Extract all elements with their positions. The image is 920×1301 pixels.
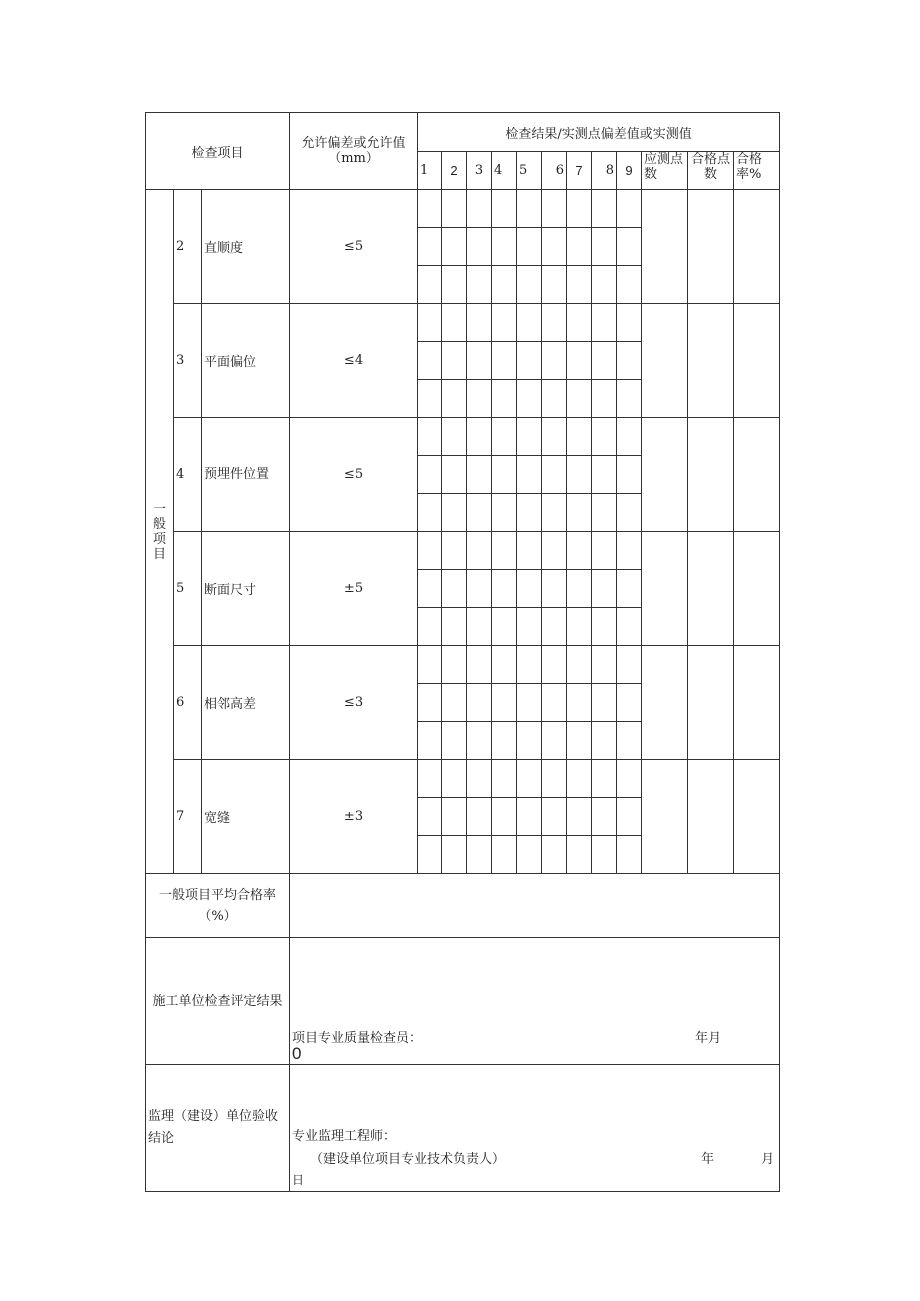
measure-cell[interactable] [617, 418, 642, 456]
measure-cell[interactable] [617, 494, 642, 532]
pass-rate-cell[interactable] [734, 304, 780, 418]
measure-cell[interactable] [567, 722, 592, 760]
measure-cell[interactable] [467, 418, 492, 456]
measure-cell[interactable] [442, 532, 467, 570]
measure-cell[interactable] [418, 190, 442, 228]
category-char: 般 [152, 516, 166, 532]
measure-cell[interactable] [592, 494, 617, 532]
measure-cell[interactable] [467, 456, 492, 494]
item-name: 平面偏位 [202, 304, 290, 418]
measure-cell[interactable] [517, 190, 542, 228]
measure-cell[interactable] [567, 684, 592, 722]
measure-cell[interactable] [418, 380, 442, 418]
measure-cell[interactable] [567, 380, 592, 418]
measure-cell[interactable] [542, 456, 567, 494]
qualified-points-cell[interactable] [688, 646, 734, 760]
header-results: 检查结果/实测点偏差值或实测值 [418, 113, 780, 152]
measure-cell[interactable] [617, 380, 642, 418]
should-measure-cell[interactable] [642, 760, 688, 874]
measure-cell[interactable] [442, 684, 467, 722]
measure-cell[interactable] [567, 266, 592, 304]
measure-cell[interactable] [542, 418, 567, 456]
measure-cell[interactable] [617, 304, 642, 342]
qualified-points-cell[interactable] [688, 760, 734, 874]
measure-cell[interactable] [467, 304, 492, 342]
item-no: 7 [174, 760, 202, 874]
inspection-table [145, 112, 780, 1192]
measure-cell[interactable] [492, 722, 517, 760]
item-no: 2 [174, 190, 202, 304]
measure-cell[interactable] [592, 798, 617, 836]
category-general-items [146, 190, 174, 874]
measure-cell[interactable] [492, 760, 517, 798]
measure-cell[interactable] [567, 798, 592, 836]
measure-cell[interactable] [542, 532, 567, 570]
measure-cell[interactable] [467, 190, 492, 228]
measure-cell[interactable] [567, 760, 592, 798]
measure-cell[interactable] [617, 722, 642, 760]
should-measure-cell[interactable] [642, 646, 688, 760]
should-measure-cell[interactable] [642, 418, 688, 532]
category-char: 项 [152, 531, 166, 547]
pass-rate-cell[interactable] [734, 532, 780, 646]
measure-cell[interactable] [467, 494, 492, 532]
measure-cell[interactable] [492, 798, 517, 836]
measure-cell[interactable] [567, 494, 592, 532]
item-no: 5 [174, 532, 202, 646]
measure-cell[interactable] [617, 570, 642, 608]
pass-rate-cell[interactable] [734, 190, 780, 304]
measure-cell[interactable] [592, 228, 617, 266]
measure-cell[interactable] [542, 798, 567, 836]
avg-rate-value[interactable] [290, 874, 780, 938]
item-tolerance: ≤3 [290, 646, 418, 760]
measure-cell[interactable] [442, 266, 467, 304]
measure-cell[interactable] [542, 494, 567, 532]
owner-rep-label: （建设单位项目专业技术负责人） [310, 1152, 506, 1167]
item-tolerance: ≤5 [290, 418, 418, 532]
point-number: 7 [567, 152, 592, 190]
qualified-points-cell[interactable] [688, 190, 734, 304]
measure-cell[interactable] [617, 190, 642, 228]
measure-cell[interactable] [442, 646, 467, 684]
measure-cell[interactable] [542, 836, 567, 874]
measure-cell[interactable] [517, 684, 542, 722]
measure-cell[interactable] [442, 836, 467, 874]
year-month-label: 年月 [695, 1031, 722, 1046]
measure-cell[interactable] [517, 608, 542, 646]
point-number: 5 [517, 152, 542, 190]
measure-cell[interactable] [492, 304, 517, 342]
measure-cell[interactable] [567, 570, 592, 608]
measure-cell[interactable] [442, 380, 467, 418]
measure-cell[interactable] [442, 722, 467, 760]
measure-cell[interactable] [617, 836, 642, 874]
measure-cell[interactable] [492, 380, 517, 418]
measure-cell[interactable] [617, 342, 642, 380]
measure-cell[interactable] [592, 722, 617, 760]
measure-cell[interactable] [492, 456, 517, 494]
measure-cell[interactable] [567, 228, 592, 266]
point-number: 6 [542, 152, 567, 190]
measure-cell[interactable] [418, 646, 442, 684]
header-tolerance-label: 允许偏差或允许值 [301, 136, 406, 151]
measure-cell[interactable] [617, 646, 642, 684]
measure-cell[interactable] [418, 342, 442, 380]
pass-rate-cell[interactable] [734, 760, 780, 874]
measure-cell[interactable] [467, 342, 492, 380]
measure-cell[interactable] [592, 646, 617, 684]
measure-cell[interactable] [592, 570, 617, 608]
measure-cell[interactable] [617, 228, 642, 266]
measure-cell[interactable] [517, 570, 542, 608]
measure-cell[interactable] [542, 684, 567, 722]
measure-cell[interactable] [617, 760, 642, 798]
should-measure-cell[interactable] [642, 532, 688, 646]
measure-cell[interactable] [517, 418, 542, 456]
measure-cell[interactable] [492, 494, 517, 532]
measure-cell[interactable] [492, 570, 517, 608]
measure-cell[interactable] [542, 608, 567, 646]
measure-cell[interactable] [592, 190, 617, 228]
measure-cell[interactable] [418, 494, 442, 532]
qualified-points-cell[interactable] [688, 532, 734, 646]
measure-cell[interactable] [492, 608, 517, 646]
measure-cell[interactable] [442, 494, 467, 532]
item-name: 相邻高差 [202, 646, 290, 760]
measure-cell[interactable] [567, 532, 592, 570]
measure-cell[interactable] [492, 342, 517, 380]
category-char: 一 [152, 501, 166, 517]
measure-cell[interactable] [542, 228, 567, 266]
measure-cell[interactable] [517, 836, 542, 874]
contractor-result[interactable] [290, 938, 780, 1065]
measure-cell[interactable] [517, 380, 542, 418]
item-tolerance: ≤5 [290, 190, 418, 304]
pass-rate-cell[interactable] [734, 418, 780, 532]
measure-cell[interactable] [442, 304, 467, 342]
measure-cell[interactable] [617, 608, 642, 646]
measure-cell[interactable] [467, 722, 492, 760]
measure-cell[interactable] [542, 646, 567, 684]
should-measure-cell[interactable] [642, 190, 688, 304]
measure-cell[interactable] [418, 418, 442, 456]
measure-cell[interactable] [592, 456, 617, 494]
measure-cell[interactable] [418, 570, 442, 608]
measure-cell[interactable] [542, 380, 567, 418]
measure-cell[interactable] [592, 836, 617, 874]
measure-cell[interactable] [517, 266, 542, 304]
measure-cell[interactable] [467, 228, 492, 266]
measure-cell[interactable] [617, 266, 642, 304]
year-label: 年 [701, 1152, 715, 1167]
item-tolerance: ≤4 [290, 304, 418, 418]
measure-cell[interactable] [467, 266, 492, 304]
item-name: 直顺度 [202, 190, 290, 304]
measure-cell[interactable] [542, 190, 567, 228]
point-number: 3 [467, 152, 492, 190]
measure-cell[interactable] [467, 608, 492, 646]
measure-cell[interactable] [567, 836, 592, 874]
measure-cell[interactable] [517, 532, 542, 570]
measure-cell[interactable] [492, 836, 517, 874]
measure-cell[interactable] [592, 684, 617, 722]
measure-cell[interactable] [418, 684, 442, 722]
header-tolerance [290, 113, 418, 190]
measure-cell[interactable] [617, 798, 642, 836]
measure-cell[interactable] [418, 304, 442, 342]
measure-cell[interactable] [517, 228, 542, 266]
avg-rate-label: 一般项目平均合格率（%） [146, 874, 290, 938]
measure-cell[interactable] [418, 228, 442, 266]
item-name: 宽缝 [202, 760, 290, 874]
measure-cell[interactable] [567, 608, 592, 646]
owner-line [292, 1148, 777, 1171]
measure-cell[interactable] [567, 304, 592, 342]
measure-cell[interactable] [492, 190, 517, 228]
inspector-line [292, 1027, 777, 1046]
qualified-points-cell[interactable] [688, 418, 734, 532]
measure-cell[interactable] [467, 570, 492, 608]
measure-cell[interactable] [517, 304, 542, 342]
measure-cell[interactable] [567, 342, 592, 380]
measure-cell[interactable] [442, 760, 467, 798]
measure-cell[interactable] [617, 456, 642, 494]
measure-cell[interactable] [492, 418, 517, 456]
item-no: 3 [174, 304, 202, 418]
header-item: 检查项目 [146, 113, 290, 190]
measure-cell[interactable] [542, 342, 567, 380]
measure-cell[interactable] [492, 532, 517, 570]
measure-cell[interactable] [567, 646, 592, 684]
measure-cell[interactable] [592, 608, 617, 646]
measure-cell[interactable] [592, 342, 617, 380]
measure-cell[interactable] [517, 646, 542, 684]
measure-cell[interactable] [467, 760, 492, 798]
item-name: 预埋件位置 [202, 418, 290, 532]
inspection-form [145, 112, 778, 1190]
measure-cell[interactable] [492, 684, 517, 722]
measure-cell[interactable] [517, 494, 542, 532]
measure-cell[interactable] [542, 760, 567, 798]
measure-cell[interactable] [592, 266, 617, 304]
zero-text: 0 [292, 1044, 302, 1063]
measure-cell[interactable] [467, 798, 492, 836]
measure-cell[interactable] [418, 722, 442, 760]
measure-cell[interactable] [492, 228, 517, 266]
measure-cell[interactable] [542, 304, 567, 342]
header-should-measure: 应测点数 [642, 152, 688, 190]
header-qualified-points: 合格点数 [688, 152, 734, 190]
measure-cell[interactable] [517, 722, 542, 760]
measure-cell[interactable] [467, 684, 492, 722]
engineer-label: 专业监理工程师： [292, 1129, 397, 1144]
item-no: 6 [174, 646, 202, 760]
item-no: 4 [174, 418, 202, 532]
measure-cell[interactable] [467, 532, 492, 570]
header-pass-rate: 合格率% [734, 152, 780, 190]
qualified-points-cell[interactable] [688, 304, 734, 418]
measure-cell[interactable] [442, 570, 467, 608]
point-number: 4 [492, 152, 517, 190]
measure-cell[interactable] [442, 456, 467, 494]
measure-cell[interactable] [592, 304, 617, 342]
measure-cell[interactable] [542, 722, 567, 760]
category-char: 目 [152, 546, 166, 562]
header-tolerance-unit: （mm） [328, 151, 379, 166]
measure-cell[interactable] [418, 760, 442, 798]
should-measure-cell[interactable] [642, 304, 688, 418]
measure-cell[interactable] [492, 266, 517, 304]
measure-cell[interactable] [617, 684, 642, 722]
measure-cell[interactable] [542, 570, 567, 608]
measure-cell[interactable] [442, 418, 467, 456]
measure-cell[interactable] [592, 532, 617, 570]
measure-cell[interactable] [467, 380, 492, 418]
pass-rate-cell[interactable] [734, 646, 780, 760]
measure-cell[interactable] [418, 836, 442, 874]
measure-cell[interactable] [592, 418, 617, 456]
item-tolerance: ±3 [290, 760, 418, 874]
measure-cell[interactable] [442, 608, 467, 646]
measure-cell[interactable] [442, 342, 467, 380]
measure-cell[interactable] [442, 798, 467, 836]
measure-cell[interactable] [567, 456, 592, 494]
measure-cell[interactable] [517, 798, 542, 836]
measure-cell[interactable] [442, 190, 467, 228]
day-label: 日 [292, 1173, 305, 1187]
point-number: 8 [592, 152, 617, 190]
measure-cell[interactable] [442, 228, 467, 266]
month-label: 月 [761, 1152, 775, 1167]
measure-cell[interactable] [418, 608, 442, 646]
measure-cell[interactable] [418, 532, 442, 570]
contractor-label: 施工单位检查评定结果 [146, 938, 290, 1065]
supervision-conclusion[interactable] [290, 1065, 780, 1192]
inspector-label: 项目专业质量检查员： [292, 1031, 423, 1046]
supervision-label: 监理（建设）单位验收结论 [146, 1065, 290, 1192]
measure-cell[interactable] [467, 646, 492, 684]
measure-cell[interactable] [492, 646, 517, 684]
measure-cell[interactable] [617, 532, 642, 570]
measure-cell[interactable] [517, 456, 542, 494]
measure-cell[interactable] [418, 266, 442, 304]
point-number: 9 [617, 152, 642, 190]
measure-cell[interactable] [418, 456, 442, 494]
measure-cell[interactable] [542, 266, 567, 304]
measure-cell[interactable] [592, 760, 617, 798]
point-number: 2 [442, 152, 467, 190]
measure-cell[interactable] [567, 190, 592, 228]
measure-cell[interactable] [418, 798, 442, 836]
measure-cell[interactable] [567, 418, 592, 456]
item-tolerance: ±5 [290, 532, 418, 646]
measure-cell[interactable] [517, 342, 542, 380]
point-number: 1 [418, 152, 442, 190]
measure-cell[interactable] [517, 760, 542, 798]
measure-cell[interactable] [467, 836, 492, 874]
item-name: 断面尺寸 [202, 532, 290, 646]
measure-cell[interactable] [592, 380, 617, 418]
